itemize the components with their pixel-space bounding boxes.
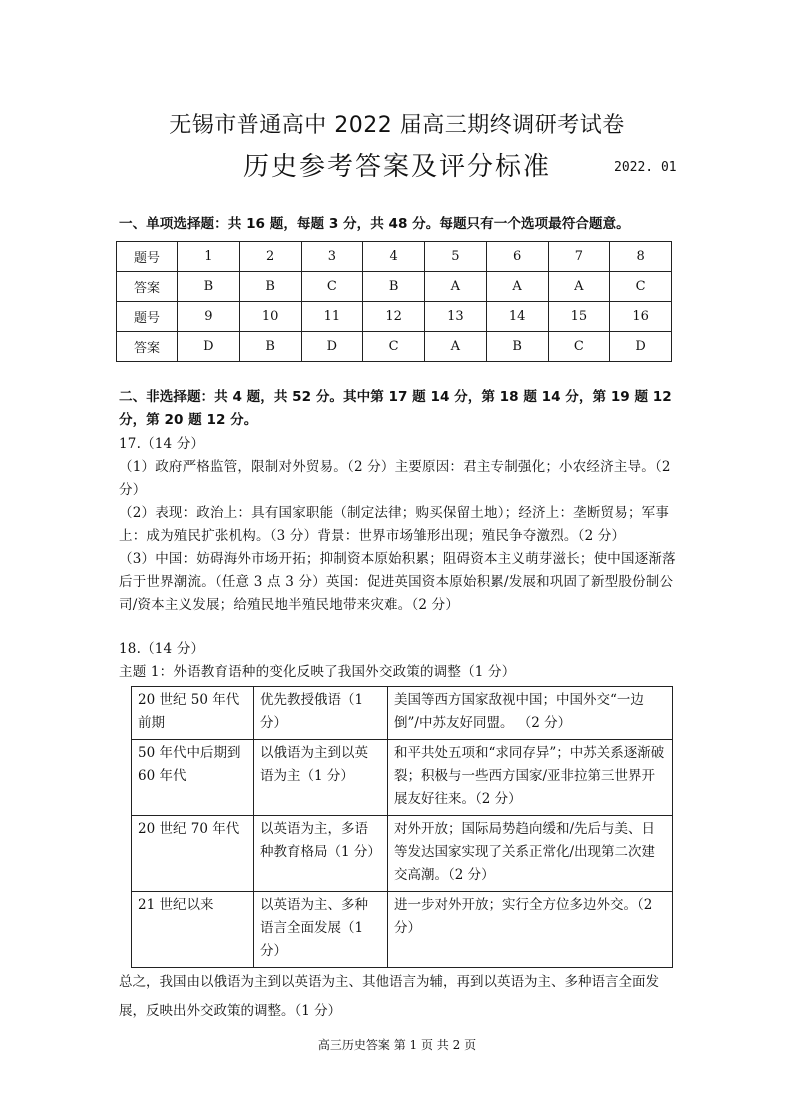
mc-cell: B bbox=[486, 332, 548, 362]
mc-cell: D bbox=[301, 332, 363, 362]
q18-reason-cell: 进一步对外开放；实行全方位多边外交。（2 分） bbox=[388, 892, 673, 968]
q18-period-cell: 20 世纪 50 年代前期 bbox=[132, 687, 254, 740]
mc-row-label: 题号 bbox=[117, 242, 178, 272]
mc-cell: D bbox=[610, 332, 672, 362]
mc-cell: 2 bbox=[239, 242, 301, 272]
mc-cell: A bbox=[486, 272, 548, 302]
multiple-choice-answer-table bbox=[116, 241, 672, 362]
mc-cell: C bbox=[301, 272, 363, 302]
mc-cell: 3 bbox=[301, 242, 363, 272]
section2-heading: 二、非选择题：共 4 题，共 52 分。其中第 17 题 14 分，第 18 题 14 分，第 19 题 12 分，第 20 题 12 分。 bbox=[119, 389, 672, 428]
mc-cell: 7 bbox=[548, 242, 610, 272]
question-18 bbox=[119, 638, 679, 684]
mc-row-label: 答案 bbox=[117, 332, 178, 362]
q18-answer-table bbox=[131, 686, 673, 968]
exam-title: 无锡市普通高中 2022 届高三期终调研考试卷 bbox=[169, 113, 625, 138]
mc-row bbox=[117, 332, 672, 362]
mc-cell: 5 bbox=[425, 242, 487, 272]
q17-answer-2: （2）表现：政治上：具有国家职能（制定法律；购买保留土地）；经济上：垄断贸易；军事上：成为殖民扩张机构。（3 分）背景：世界市场雏形出现；殖民争夺激烈。（2 分） bbox=[119, 505, 670, 544]
q17-answer-1: （1）政府严格监管，限制对外贸易。（2 分）主要原因：君主专制强化；小农经济主导。（2 分） bbox=[119, 459, 671, 498]
mc-cell: 11 bbox=[301, 302, 363, 332]
exam-date: 2022. 01 bbox=[614, 160, 677, 175]
mc-cell: B bbox=[178, 272, 240, 302]
q18-table-row bbox=[132, 892, 673, 968]
mc-cell: 8 bbox=[610, 242, 672, 272]
mc-cell: 15 bbox=[548, 302, 610, 332]
mc-cell: D bbox=[178, 332, 240, 362]
q18-number: 18.（14 分） bbox=[119, 641, 205, 657]
q18-period-cell: 21 世纪以来 bbox=[132, 892, 254, 968]
q18-theme: 主题 1：外语教育语种的变化反映了我国外交政策的调整（1 分） bbox=[119, 664, 516, 680]
q18-table-row bbox=[132, 816, 673, 892]
section1-heading: 一、单项选择题：共 16 题，每题 3 分，共 48 分。每题只有一个选项最符合题意。 bbox=[119, 216, 630, 232]
q17-number: 17.（14 分） bbox=[119, 436, 205, 452]
mc-cell: 10 bbox=[239, 302, 301, 332]
q18-language-cell: 优先教授俄语（1 分） bbox=[254, 687, 388, 740]
mc-row bbox=[117, 302, 672, 332]
mc-cell: 9 bbox=[178, 302, 240, 332]
q18-reason-cell: 和平共处五项和“求同存异”；中苏关系逐渐破裂；积极与一些西方国家/亚非拉第三世界开展友好往来。（2 分） bbox=[388, 740, 673, 816]
mc-cell: B bbox=[239, 332, 301, 362]
q18-language-cell: 以俄语为主到以英语为主（1 分） bbox=[254, 740, 388, 816]
mc-cell: B bbox=[239, 272, 301, 302]
q18-language-cell: 以英语为主、多种语言全面发展（1 分） bbox=[254, 892, 388, 968]
mc-cell: 12 bbox=[363, 302, 425, 332]
q18-conclusion: 总之，我国由以俄语为主到以英语为主、其他语言为辅，再到以英语为主、多种语言全面发展，反映出外交政策的调整。（1 分） bbox=[119, 974, 659, 1019]
mc-cell: B bbox=[363, 272, 425, 302]
q18-period-cell: 50 年代中后期到 60 年代 bbox=[132, 740, 254, 816]
mc-cell: C bbox=[548, 332, 610, 362]
mc-cell: 14 bbox=[486, 302, 548, 332]
mc-cell: 4 bbox=[363, 242, 425, 272]
question-17 bbox=[119, 433, 679, 617]
mc-cell: A bbox=[425, 272, 487, 302]
mc-row-label: 题号 bbox=[117, 302, 178, 332]
q18-reason-cell: 对外开放；国际局势趋向缓和/先后与美、日等发达国家实现了关系正常化/出现第二次建交高潮。（2 分） bbox=[388, 816, 673, 892]
mc-cell: A bbox=[425, 332, 487, 362]
page-title: 历史参考答案及评分标准 bbox=[242, 152, 551, 182]
mc-cell: 16 bbox=[610, 302, 672, 332]
q18-language-cell: 以英语为主，多语种教育格局（1 分） bbox=[254, 816, 388, 892]
mc-cell: 6 bbox=[486, 242, 548, 272]
page-footer: 高三历史答案 第 1 页 共 2 页 bbox=[317, 1038, 477, 1052]
mc-row-label: 答案 bbox=[117, 272, 178, 302]
q18-table-row bbox=[132, 740, 673, 816]
mc-cell: C bbox=[363, 332, 425, 362]
mc-cell: 1 bbox=[178, 242, 240, 272]
mc-cell: A bbox=[548, 272, 610, 302]
q18-period-cell: 20 世纪 70 年代 bbox=[132, 816, 254, 892]
q18-table-row bbox=[132, 687, 673, 740]
mc-row bbox=[117, 272, 672, 302]
mc-row bbox=[117, 242, 672, 272]
q17-answer-3: （3）中国：妨碍海外市场开拓；抑制资本原始积累；阻碍资本主义萌芽滋长；使中国逐渐落后于世界潮流。（任意 3 点 3 分）英国：促进英国资本原始积累/发展和巩固了新型股份制公司/资本主义发展；给殖民地半殖民地带来灾难。（2 分） bbox=[119, 551, 676, 613]
mc-cell: C bbox=[610, 272, 672, 302]
mc-cell: 13 bbox=[425, 302, 487, 332]
q18-reason-cell: 美国等西方国家敌视中国；中国外交“一边倒”/中苏友好同盟。 （2 分） bbox=[388, 687, 673, 740]
